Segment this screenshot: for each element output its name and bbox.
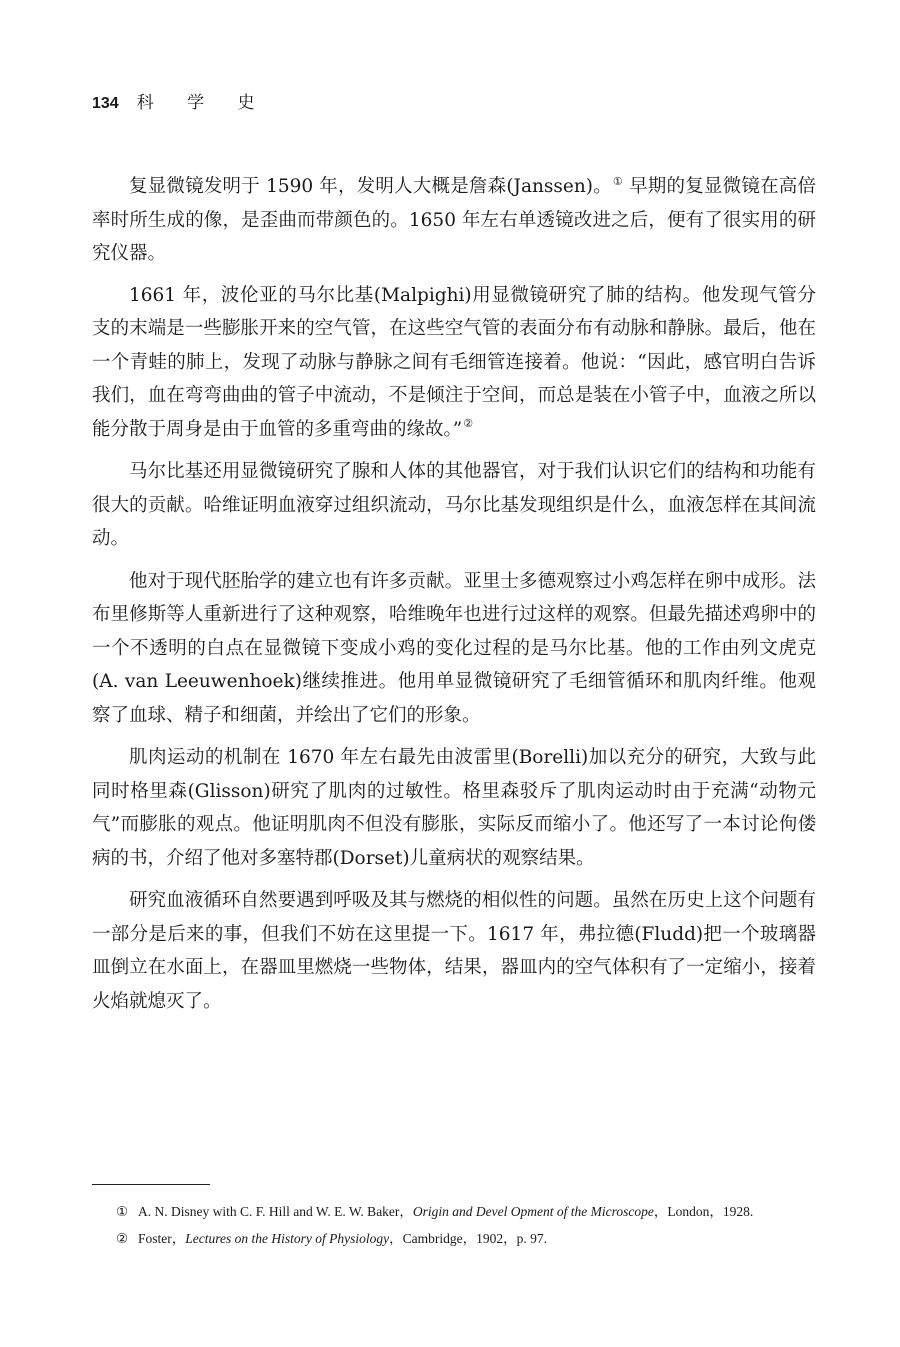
footnote-2 — [92, 1227, 816, 1250]
paragraph-malpighi-lungs — [92, 279, 816, 447]
paragraph-embryology — [92, 565, 816, 733]
running-head — [92, 88, 269, 112]
paragraph-text: 马尔比基还用显微镜研究了腺和人体的其他器官，对于我们认识它们的结构和功能有很大的贡献。哈维证明血液穿过组织流动，马尔比基发现组织是什么，血液怎样在其间流动。 — [92, 461, 816, 549]
paragraph-text: 复显微镜发明于 1590 年，发明人大概是詹森(Janssen)。 — [129, 176, 612, 197]
footnote-publication: ，London，1928. — [653, 1204, 754, 1219]
footnotes — [92, 1200, 816, 1254]
footnote-authors: A. N. Disney with C. F. Hill and W. E. W. Baker， — [138, 1204, 413, 1219]
footnote-authors: Foster， — [138, 1231, 186, 1246]
body-text — [92, 170, 816, 1027]
paragraph-muscle-motion — [92, 741, 816, 875]
footnote-publication: ，Cambridge，1902，p. 97. — [389, 1231, 547, 1246]
footnote-1 — [92, 1200, 816, 1223]
footnote-mark: ① — [116, 1204, 129, 1219]
footnote-work-title: Lectures on the History of Physiology — [185, 1231, 390, 1246]
footnote-divider — [92, 1184, 210, 1185]
page-number: 134 — [92, 95, 119, 112]
paragraph-text: 1661 年，波伦亚的马尔比基(Malpighi)用显微镜研究了肺的结构。他发现气管分支的末端是一些膨胀开来的空气管，在这些空气管的表面分布有动脉和静脉。最后，他在一个青蛙的肺上，发现了动脉与静脉之间有毛细管连接着。他说：“因此，感官明白告诉我们，血在弯弯曲曲的管子中流动，不是倾注于空间，而总是装在小管子中，血液之所以能分散于周身是由于血管的多重弯曲的缘故。” — [92, 284, 816, 440]
footnote-mark: ② — [116, 1231, 129, 1246]
paragraph-text: 他对于现代胚胎学的建立也有许多贡献。亚里士多德观察过小鸡怎样在卵中成形。法布里修斯等人重新进行了这种观察，哈维晚年也进行过这样的观察。但最先描述鸡卵中的一个不透明的白点在显微镜下变成小鸡的变化过程的是马尔比基。他的工作由列文虎克(A. van Leeuwenhoek)继续推进。他用单显微镜研究了毛细管循环和肌肉纤维。他观察了血球、精子和细菌，并绘出了它们的形象。 — [92, 570, 816, 726]
paragraph-malpighi-glands — [92, 455, 816, 556]
paragraph-respiration — [92, 884, 816, 1018]
book-title: 科 学 史 — [136, 93, 269, 113]
footnote-work-title: Origin and Devel Opment of the Microscope — [412, 1204, 654, 1219]
paragraph-text: 肌肉运动的机制在 1670 年左右最先由波雷里(Borelli)加以充分的研究，大致与此同时格里森(Glisson)研究了肌肉的过敏性。格里森驳斥了肌肉运动时由于充满“动物元气”而膨胀的观点。他证明肌肉不但没有膨胀，实际反而缩小了。他还写了一本讨论佝偻病的书，介绍了他对多塞特郡(Dorset)儿童病状的观察结果。 — [92, 747, 816, 869]
footnote-reference-2: ② — [463, 417, 474, 431]
paragraph-microscope-invention — [92, 170, 816, 271]
paragraph-text: 早期的复显微镜在高倍率时所生成的像，是歪曲而带颜色的。1650 年左右单透镜改进之后，便有了很实用的研究仪器。 — [92, 176, 816, 264]
footnote-reference-1: ① — [612, 174, 623, 188]
paragraph-text: 研究血液循环自然要遇到呼吸及其与燃烧的相似性的问题。虽然在历史上这个问题有一部分是后来的事，但我们不妨在这里提一下。1617 年，弗拉德(Fludd)把一个玻璃器皿倒立在水面上，在器皿里燃烧一些物体，结果，器皿内的空气体积有了一定缩小，接着火焰就熄灭了。 — [92, 890, 816, 1012]
